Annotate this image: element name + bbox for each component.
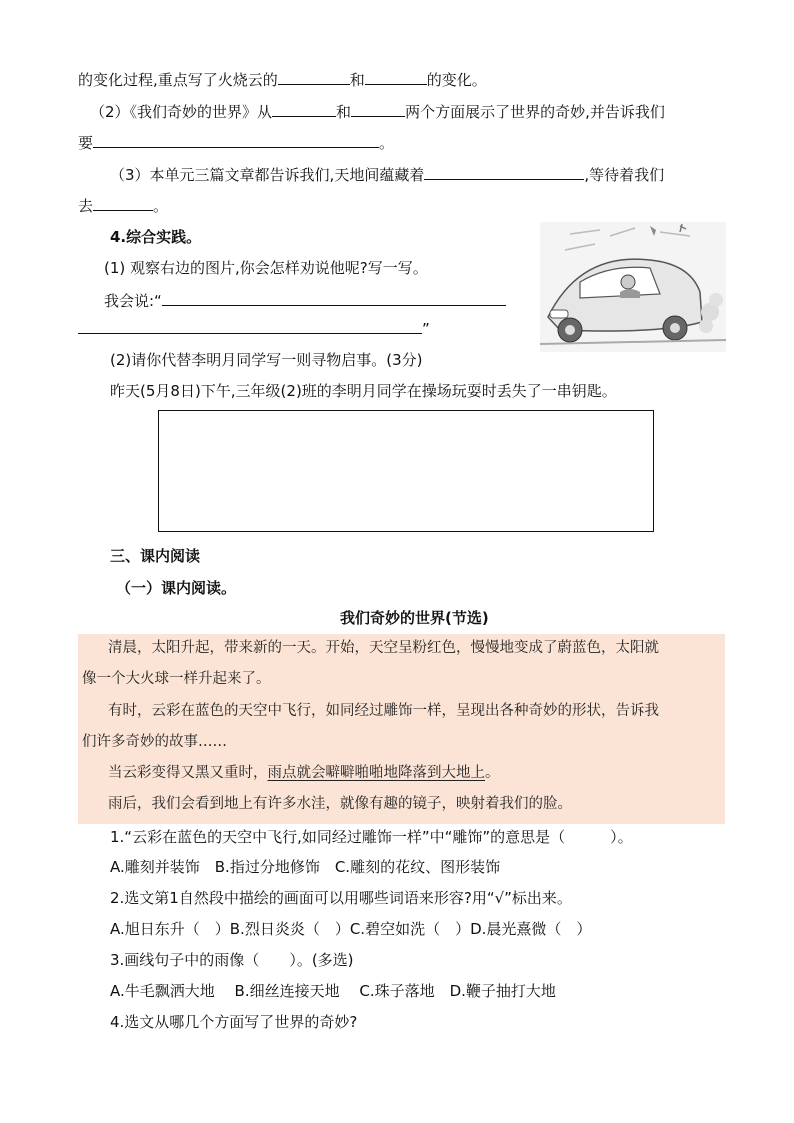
passage-line: 雨后，我们会看到地上有许多水洼，就像有趣的镜子，映射着我们的脸。 — [108, 796, 572, 812]
say-line: 我会说:“ — [104, 289, 506, 311]
practice-q2: (2)请你代替李明月同学写一则寻物启事。(3分) — [110, 351, 423, 369]
blank[interactable] — [93, 194, 153, 211]
passage-line: 们许多奇妙的故事…… — [82, 734, 227, 750]
passage-line: 清晨，太阳升起，带来新的一天。开始，天空呈粉红色，慢慢地变成了蔚蓝色，太阳就 — [108, 640, 659, 656]
practice-heading: 4.综合实践。 — [110, 228, 202, 246]
passage-line: 像一个大火球一样升起来了。 — [82, 671, 271, 687]
fill-line-4: （3）本单元三篇文章都告诉我们,天地间蕴藏着 ,等待着我们 — [110, 163, 664, 185]
fill-line-1: 的变化过程,重点写了火烧云的 和 的变化。 — [78, 68, 487, 90]
question-1: 1.“云彩在蓝色的天空中飞行,如同经过雕饰一样”中“雕饰”的意思是（ ）。 — [110, 828, 633, 846]
blank[interactable] — [365, 68, 427, 85]
blank[interactable] — [278, 68, 350, 85]
lost-notice-answer-box[interactable] — [158, 410, 654, 532]
reading-passage-panel — [78, 634, 725, 824]
question-1-options: A.雕刻并装饰 B.指过分地修饰 C.雕刻的花纹、图形装饰 — [110, 858, 501, 876]
question-3: 3.画线句子中的雨像（ ）。(多选) — [110, 951, 354, 969]
blank[interactable] — [424, 163, 584, 180]
passage-title: 我们奇妙的世界(节选) — [340, 609, 489, 627]
practice-q1: (1) 观察右边的图片,你会怎样劝说他呢?写一写。 — [104, 259, 428, 277]
section-subheading: （一）课内阅读。 — [116, 579, 237, 597]
passage-line: 当云彩变得又黑又重时，雨点就会噼噼啪啪地降落到大地上。 — [108, 765, 500, 781]
section-heading: 三、课内阅读 — [110, 547, 201, 565]
car-illustration-image — [540, 222, 726, 352]
answer-blank[interactable] — [162, 289, 506, 306]
fill-line-2: （2）《我们奇妙的世界》从 和 两个方面展示了世界的奇妙,并告诉我们 — [90, 100, 665, 122]
passage-line: 有时，云彩在蓝色的天空中飞行，如同经过雕饰一样，呈现出各种奇妙的形状，告诉我 — [108, 703, 659, 719]
blank[interactable] — [272, 100, 336, 117]
question-4: 4.选文从哪几个方面写了世界的奇妙? — [110, 1013, 358, 1031]
say-line-2: ” — [78, 317, 430, 339]
practice-context: 昨天(5月8日)下午,三年级(2)班的李明月同学在操场玩耍时丢失了一串钥匙。 — [110, 382, 617, 400]
underlined-sentence: 雨点就会噼噼啪啪地降落到大地上 — [267, 765, 485, 781]
fill-line-5: 去 。 — [78, 194, 168, 216]
blank[interactable] — [351, 100, 405, 117]
question-2-options: A.旭日东升（ ）B.烈日炎炎（ ）C.碧空如洗（ ）D.晨光熹微（ ） — [110, 920, 592, 938]
question-3-options: A.牛毛飘洒大地 B.细丝连接天地 C.珠子落地 D.鞭子抽打大地 — [110, 982, 556, 1000]
fill-line-3: 要 。 — [78, 131, 394, 153]
answer-blank[interactable] — [78, 317, 422, 334]
question-2: 2.选文第1自然段中描绘的画面可以用哪些词语来形容?用“√”标出来。 — [110, 889, 572, 907]
blank[interactable] — [93, 131, 379, 148]
